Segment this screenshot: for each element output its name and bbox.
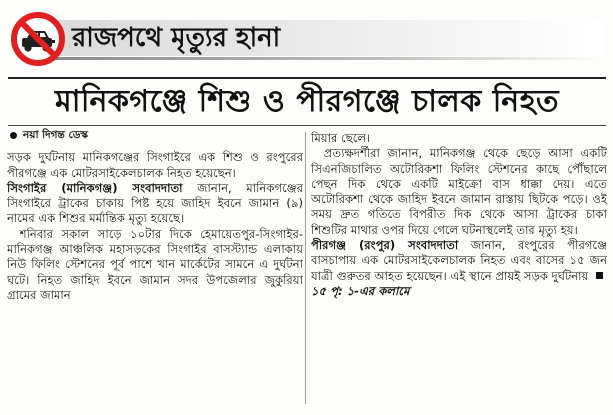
column-divider (305, 132, 306, 404)
headline: মানিকগঞ্জে শিশু ও পীরগঞ্জে চালক নিহত (55, 84, 559, 119)
article-column-right (311, 131, 607, 299)
section-header (6, 10, 606, 66)
intro-paragraph: সড়ক দুর্ঘটনায় মানিকগঞ্জের সিংগাইরে এক শিশু ও রংপুরের পীরগঞ্জে এক মোটরসাইকেলচালক নিহত হয়েছেন। (7, 150, 303, 180)
headline-rule-bottom (8, 125, 606, 126)
continued-on-page: ১৫ পৃ: ১-এর কলামে (311, 283, 410, 298)
singair-paragraph (7, 181, 303, 227)
bullet-icon (10, 132, 17, 139)
pirganj-dateline: পীরগঞ্জ (রংপুর) সংবাদদাতা (311, 238, 459, 253)
pirganj-text: জানান, রংপুরের পীরগঞ্জে বাসচাপায় এক মোটরসাইকেলচালক নিহত এবং বাসের ১৫ জন যাত্রী গুরুতর আহত হয়েছেন। এই স্থানে প্রায়ই সড়ক দুর্ঘটনায় (311, 238, 607, 283)
singair-dateline: সিংগাইর (মানিকগঞ্জ) সংবাদদাতা (7, 180, 183, 195)
desk-byline (7, 128, 303, 143)
headline-rule-top (8, 77, 606, 79)
pirganj-paragraph (311, 238, 607, 299)
witness-paragraph: প্রত্যক্ষদর্শীরা জানান, মানিকগঞ্জ থেকে ছেড়ে আসা একটি সিএনজিচালিত অটোরিকশা ফিলিং স্টেশনের কাছে পৌঁছালে পেছন দিক থেকে একটি মাইক্রো বাস ধাক্কা দেয়। এতে অটোরিকশা থেকে জাহিদ ইবনে জামান রাস্তায় ছিটকে পড়ে। ওই সময় দ্রুত গতিতে বিপরীত দিক থেকে আসা ট্রাকের চাকা শিশুটির মাথার ওপর দিয়ে গেলে ঘটনাস্থলেই তার মৃত্যু হয়। (311, 146, 607, 237)
no-vehicle-icon (10, 11, 66, 67)
section-title: রাজপথে মৃত্যুর হানা (72, 23, 281, 53)
desk-label: নয়া দিগন্ত ডেস্ক (23, 129, 88, 141)
article-column-left (7, 128, 303, 303)
incident-paragraph: শনিবার সকাল সাড়ে ১০টার দিকে হেমায়েতপুর-সিংগাইর-মানিকগঞ্জ আঞ্চলিক মহাসড়কের সিংগাইর বাসস্ট্যান্ড এলাকায় নিউ ফিলিং স্টেশনের পূর্ব পাশে খান মার্কেটের সামনে এ দুর্ঘটনা ঘটে। নিহত জাহিদ ইবনে জামান সদর উপজেলার জুকুরিয়া গ্রামের জামান (7, 226, 303, 302)
square-bullet-icon (596, 272, 603, 279)
continued-line: মিয়ার ছেলে। (311, 131, 371, 145)
singair-text: জানান, মানিকগঞ্জের সিংগাইরে ট্রাকের চাকায় পিষ্ট হয়ে জাহিদ ইবনে জামান (৯) নামের এক শিশুর মর্মান্তিক মৃত্যু হয়েছে। (7, 180, 303, 226)
